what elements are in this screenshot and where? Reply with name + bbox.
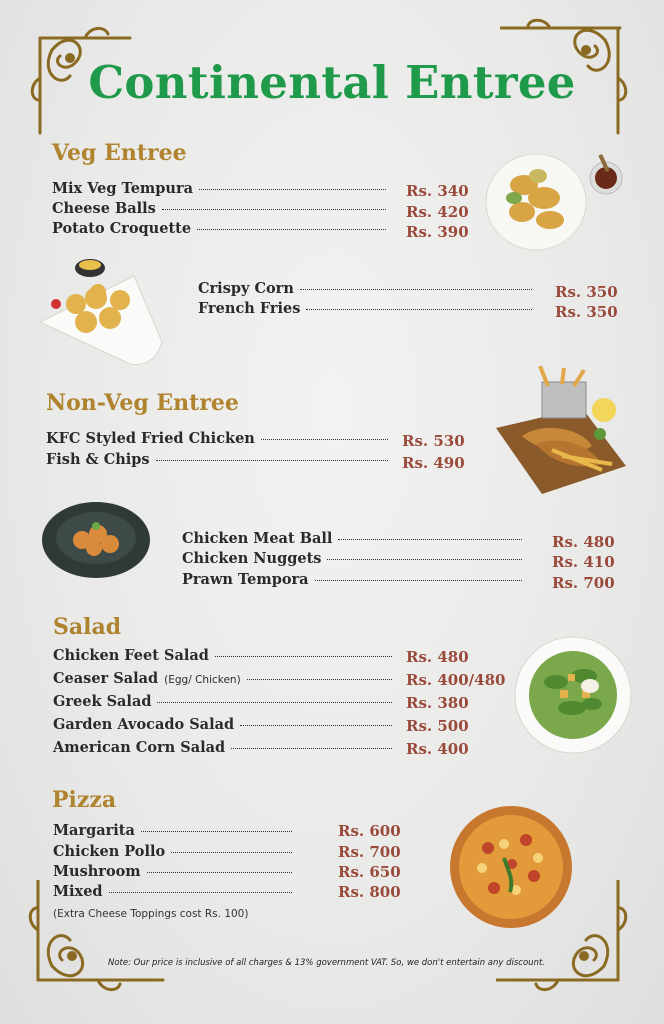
item-price: Rs. 700: [552, 574, 615, 592]
menu-item: Mix Veg Tempura: [52, 180, 392, 197]
section-heading-veg: Veg Entree: [52, 140, 187, 166]
item-price: Rs. 490: [402, 454, 465, 472]
item-price: Rs. 600: [338, 822, 401, 840]
menu-item: Chicken Pollo: [53, 843, 298, 860]
section-heading-nonveg: Non-Veg Entree: [46, 390, 239, 416]
item-price: Rs. 700: [338, 843, 401, 861]
menu-item: Mushroom: [53, 863, 298, 880]
menu-item: French Fries: [198, 300, 538, 317]
tempura-plate-image: [484, 150, 624, 258]
menu-item: Chicken Nuggets: [182, 550, 528, 567]
menu-item: KFC Styled Fried Chicken: [46, 430, 394, 447]
item-price: Rs. 650: [338, 863, 401, 881]
item-price: Rs. 350: [555, 303, 618, 321]
item-price: Rs. 530: [402, 432, 465, 450]
menu-item: Garden Avocado Salad: [53, 716, 398, 733]
section-heading-pizza: Pizza: [52, 787, 117, 813]
item-price: Rs. 800: [338, 883, 401, 901]
item-price: Rs. 480: [406, 648, 469, 666]
caesar-salad-plate-image: [512, 634, 634, 756]
menu-item: Chicken Meat Ball: [182, 530, 528, 547]
item-price: Rs. 390: [406, 223, 469, 241]
pizza-image: [448, 804, 574, 930]
menu-item: Cheese Balls: [52, 200, 392, 217]
cheese-balls-plate-image: [34, 252, 164, 370]
item-price: Rs. 340: [406, 182, 469, 200]
item-price: Rs. 400: [406, 740, 469, 758]
menu-title: Continental Entree: [88, 56, 576, 109]
footer-note: Note: Our price is inclusive of all charges & 13% government VAT. So, we don't entertain any discount.: [108, 958, 545, 968]
menu-item: Mixed: [53, 883, 298, 900]
meatball-bowl-image: [40, 500, 154, 580]
item-price: Rs. 420: [406, 203, 469, 221]
menu-item: Potato Croquette: [52, 220, 392, 237]
item-price: Rs. 410: [552, 553, 615, 571]
item-price: Rs. 480: [552, 533, 615, 551]
item-price: Rs. 350: [555, 283, 618, 301]
menu-item: Fish & Chips: [46, 451, 394, 468]
extra-topping-note: (Extra Cheese Toppings cost Rs. 100): [53, 908, 249, 920]
section-heading-salad: Salad: [53, 614, 122, 640]
item-price: Rs. 500: [406, 717, 469, 735]
item-price: Rs. 400/480: [406, 671, 506, 689]
menu-item: American Corn Salad: [53, 739, 398, 756]
fish-and-chips-board-image: [492, 366, 632, 496]
menu-item: Greek Salad: [53, 693, 398, 710]
menu-item: Margarita: [53, 822, 298, 839]
menu-item: Chicken Feet Salad: [53, 647, 398, 664]
menu-item: Crispy Corn: [198, 280, 538, 297]
menu-item: Ceaser Salad (Egg/ Chicken): [53, 670, 398, 687]
menu-item: Prawn Tempora: [182, 571, 528, 588]
item-price: Rs. 380: [406, 694, 469, 712]
